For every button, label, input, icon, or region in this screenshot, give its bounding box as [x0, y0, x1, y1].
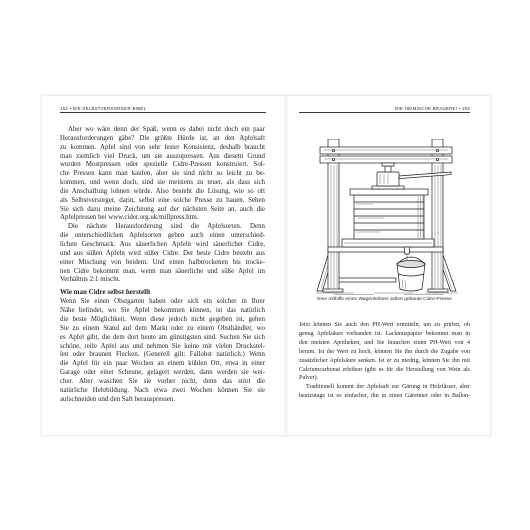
text-line: den meisten Apotheken, und Sie brauchen einen PH-Wert von 4	[299, 339, 470, 346]
left-page-text	[60, 126, 265, 405]
text-line: herum. Ist der Wert zu hoch, können Sie ihn durch die Zugabe von	[299, 348, 470, 355]
text-line: che Pressen kann man kaufen, aber sie sind nicht so leicht zu be-	[60, 170, 265, 178]
support-crossbar	[328, 247, 443, 252]
left-foot	[323, 289, 343, 292]
text-line: einer Mischung von beidem. Und einen halbtrockenen bis trocke-	[60, 258, 265, 266]
text-line: schöne, reife Äpfel aus und nehmen Sie keine mit vielen Druckstel-	[60, 342, 265, 350]
text-line: als Selbstversorger, darin, selbst eine solche Presse zu bauen. Sehen	[60, 196, 265, 204]
paragraph	[299, 321, 470, 383]
text-line: cher. Aber waschen Sie sie vorher nicht, denn das stört die	[60, 377, 265, 385]
right-foot	[428, 289, 448, 292]
text-line: nen Cidre bekommt man, wenn man säuerliche und süße Äpfel im	[60, 267, 265, 275]
paragraph	[60, 223, 265, 285]
press-stack	[354, 195, 424, 239]
text-line: die Anschaffung lohnen würde. Also besteht die Lösung, wie so oft	[60, 187, 265, 195]
text-line: Pulver).	[299, 375, 319, 382]
text-line: Wenn Sie einen Obstgarten haben oder sich ein solcher in Ihrer	[60, 298, 265, 306]
text-line: lichen Geschmack. Aus säuerlichen Äpfeln wird säuerlicher Cidre,	[60, 240, 265, 248]
text-line: Traditionell kommt der Apfelsaft zur Gärung in Holzfässer, aber	[306, 384, 470, 391]
cider-press-illustration	[314, 139, 460, 295]
figure-caption: Eine mithilfe eines Wagenhebers selbst gebaute Cidre-Presse	[317, 297, 452, 302]
press-board	[350, 189, 428, 195]
paragraph	[299, 383, 470, 401]
text-line: aufschneiden und den Saft herauspressen.	[60, 395, 175, 403]
text-line: Die nächste Herausforderung sind die Apfelsorten. Denn	[68, 223, 265, 231]
bottom-stretcher	[338, 278, 396, 282]
text-line: zusätzlicher Apfelsäure senken. Ist er zu niedrig, können Sie ihn mit	[299, 357, 470, 364]
text-line: Jetzt können Sie auch den PH-Wert ermitteln, um zu prüfen, ob	[299, 322, 470, 328]
text-line: natürliche Hefebildung. Nach etwa zwei Wochen können Sie sie	[60, 386, 265, 394]
text-line: heutzutage ist es einfacher, ihn in einen Gäreimer oder in Ballon-	[299, 393, 470, 400]
section-heading: Wie man Cidre selbst herstellt	[60, 288, 151, 297]
text-line: Calciumcarbonat erhöhen (gibt es für die Herstellung von Wein als	[299, 366, 470, 373]
right-page-text	[299, 321, 470, 401]
text-line: Verhältnis 2:1 mischt.	[60, 276, 121, 284]
text-line: kommen, und wenn doch, sind sie meistens zu teuer, als dass sich	[60, 179, 265, 187]
text-line: len oder braunen Flecken. (Generell gilt: Fallobst natürlich.) Wenn	[60, 351, 265, 359]
text-line: Sie zu einem Stand auf dem Markt oder zu einem Obsthändler, wo	[60, 324, 265, 332]
text-line: die Äpfel für ein paar Wochen an einem kühlen Ort, etwa in einer	[60, 360, 265, 368]
paragraph	[60, 298, 265, 404]
juice-tray	[342, 239, 434, 247]
text-line: man ziemlich viel Druck, um sie auszupressen. Aus diesem Grund	[60, 152, 265, 160]
text-line: und aus süßen Äpfeln wird süßer Cidre. Der beste Cidre besteht aus	[60, 249, 265, 257]
bucket	[397, 257, 425, 291]
text-line: Herausforderungen gäbe? Die größte Hürde ist, an den Apfelsaft	[60, 134, 265, 142]
text-line: es Äpfel gibt, die dem dort heute am günstigsten sind. Suchen Sie sich	[60, 333, 265, 341]
text-line: die unterschiedlichen Apfelsorten geben auch einen unterschied-	[60, 232, 265, 240]
text-line: zu kommen. Äpfel sind von sehr fester Konsistenz, deshalb braucht	[60, 143, 265, 151]
running-head-left: 152 • DIE SELBSTVERSORGER-BIBEL	[60, 106, 266, 113]
ground-shadow	[316, 293, 458, 295]
text-line: genug Apfelsäure vorhanden ist. Lackmuspapier bekommt man in	[299, 330, 470, 337]
text-line: Nähe befindet, wo Sie Äpfel bekommen können, ist das natürlich	[60, 307, 265, 315]
juice-spout	[404, 247, 410, 254]
running-head-right: DIE HEIMISCHE BRAUEREI • 153	[299, 106, 470, 113]
text-line: Garage oder einer Scheune, gelagert werden, dann werden sie wei-	[60, 369, 265, 377]
text-line: wurden Mostpressen oder spezielle Cidre-Pressen konstruiert. Sol-	[60, 161, 265, 169]
paragraph	[60, 126, 265, 223]
text-line: die beste Möglichkeit. Wenn diese jedoch nicht gegeben ist, gehen	[60, 316, 265, 324]
gutter-shadow	[283, 96, 289, 435]
text-line: Aber wo wäre denn der Spaß, wenn es dabei nicht doch ein paar	[68, 126, 265, 133]
text-line: Apfelpressen bei www.cider.org.uk/millpress.htm.	[60, 214, 199, 222]
text-line: Sie sich dazu meine Zeichnung auf der nächsten Seite an, auch die	[60, 205, 265, 213]
